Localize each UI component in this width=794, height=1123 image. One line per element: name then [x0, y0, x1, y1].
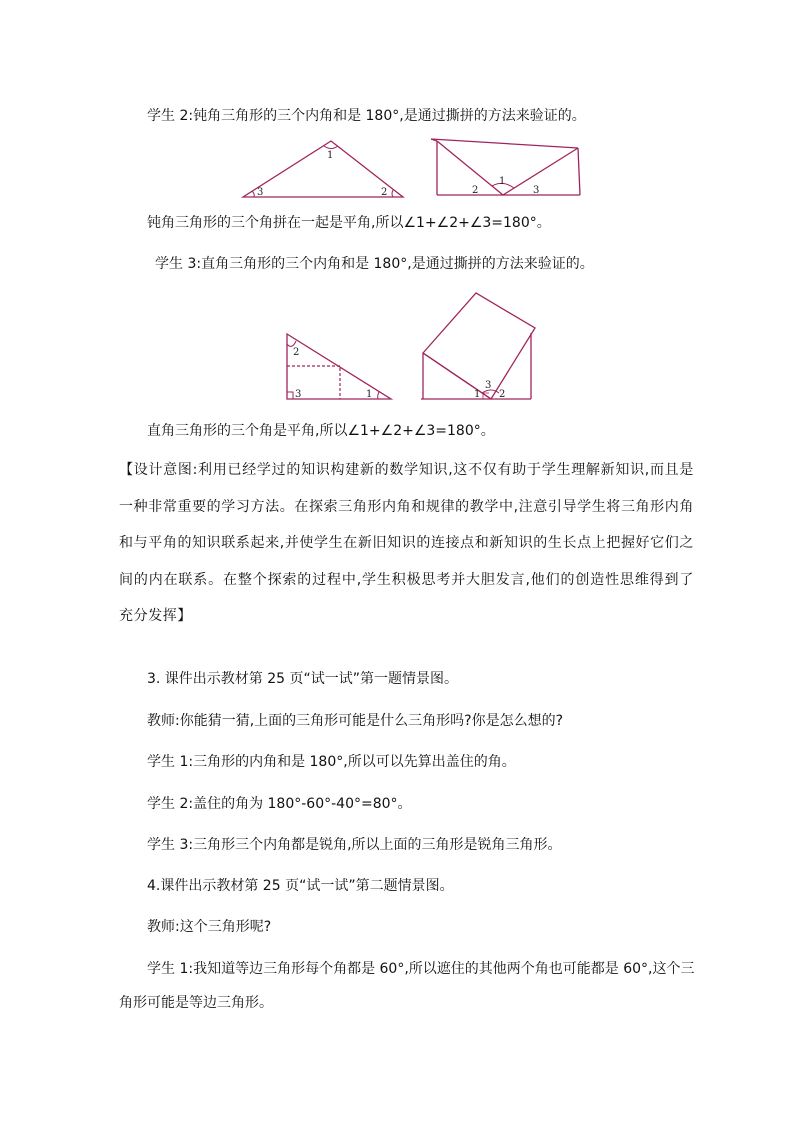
student3-title: 学生 3:直角三角形的三个内角和是 180°,是通过撕拼的方法来验证的。: [155, 256, 594, 272]
design-intent-paragraph: 【设计意图:利用已经学过的知识构建新的数学知识,这不仅有助于学生理解新知识,而且是一种非常重要的学习方法。在探索三角形内角和规律的教学中,注意引导学生将三角形内角和与平角的知识联系起来,并使学生在新旧知识的连接点和新知识的生长点上把握好它们之间的内在联系。在整个探索的过程中,学生积极思考并大胆发言,他们的创造性思维得到了充分发挥】: [119, 462, 694, 624]
svg-text:2: 2: [472, 185, 479, 196]
right-angles-rearranged-figure: [418, 290, 536, 402]
student2-conclusion: 钝角三角形的三个角拼在一起是平角,所以∠1+∠2+∠3=180°。: [147, 215, 551, 231]
student1-answer: 学生 1:三角形的内角和是 180°,所以可以先算出盖住的角。: [147, 754, 516, 770]
svg-text:3: 3: [485, 380, 492, 391]
svg-text:2: 2: [499, 389, 506, 400]
obtuse-triangle-figure: [240, 138, 406, 200]
svg-text:3: 3: [257, 187, 264, 198]
teacher-question-2: 教师:这个三角形呢?: [147, 919, 272, 935]
item4-heading: 4.课件出示教材第 25 页“试一试”第二题情景图。: [147, 878, 454, 894]
svg-text:2: 2: [381, 187, 388, 198]
student3-conclusion: 直角三角形的三个角是平角,所以∠1+∠2+∠3=180°。: [147, 423, 495, 439]
svg-text:3: 3: [295, 389, 302, 400]
student2-title: 学生 2:钝角三角形的三个内角和是 180°,是通过撕拼的方法来验证的。: [147, 108, 586, 124]
student1b-answer-line2: 角形可能是等边三角形。: [119, 995, 273, 1011]
teacher-question-1: 教师:你能猜一猜,上面的三角形可能是什么三角形吗?你是怎么想的?: [147, 713, 564, 729]
svg-text:1: 1: [474, 389, 481, 400]
svg-text:1: 1: [499, 176, 506, 187]
svg-text:1: 1: [366, 389, 373, 400]
student1b-answer-line1: 学生 1:我知道等边三角形每个角都是 60°,所以遮住的其他两个角也可能都是 60°,这个三: [147, 961, 695, 977]
student3-answer: 学生 3:三角形三个内角都是锐角,所以上面的三角形是锐角三角形。: [147, 837, 562, 853]
svg-text:1: 1: [327, 150, 334, 161]
item3-heading: 3. 课件出示教材第 25 页“试一试”第一题情景图。: [147, 671, 459, 687]
svg-text:3: 3: [533, 185, 540, 196]
student2-answer: 学生 2:盖住的角为 180°-60°-40°=80°。: [147, 796, 412, 812]
svg-text:2: 2: [293, 347, 300, 358]
obtuse-angles-rearranged-figure: [428, 136, 584, 198]
right-triangle-figure: [284, 330, 396, 402]
